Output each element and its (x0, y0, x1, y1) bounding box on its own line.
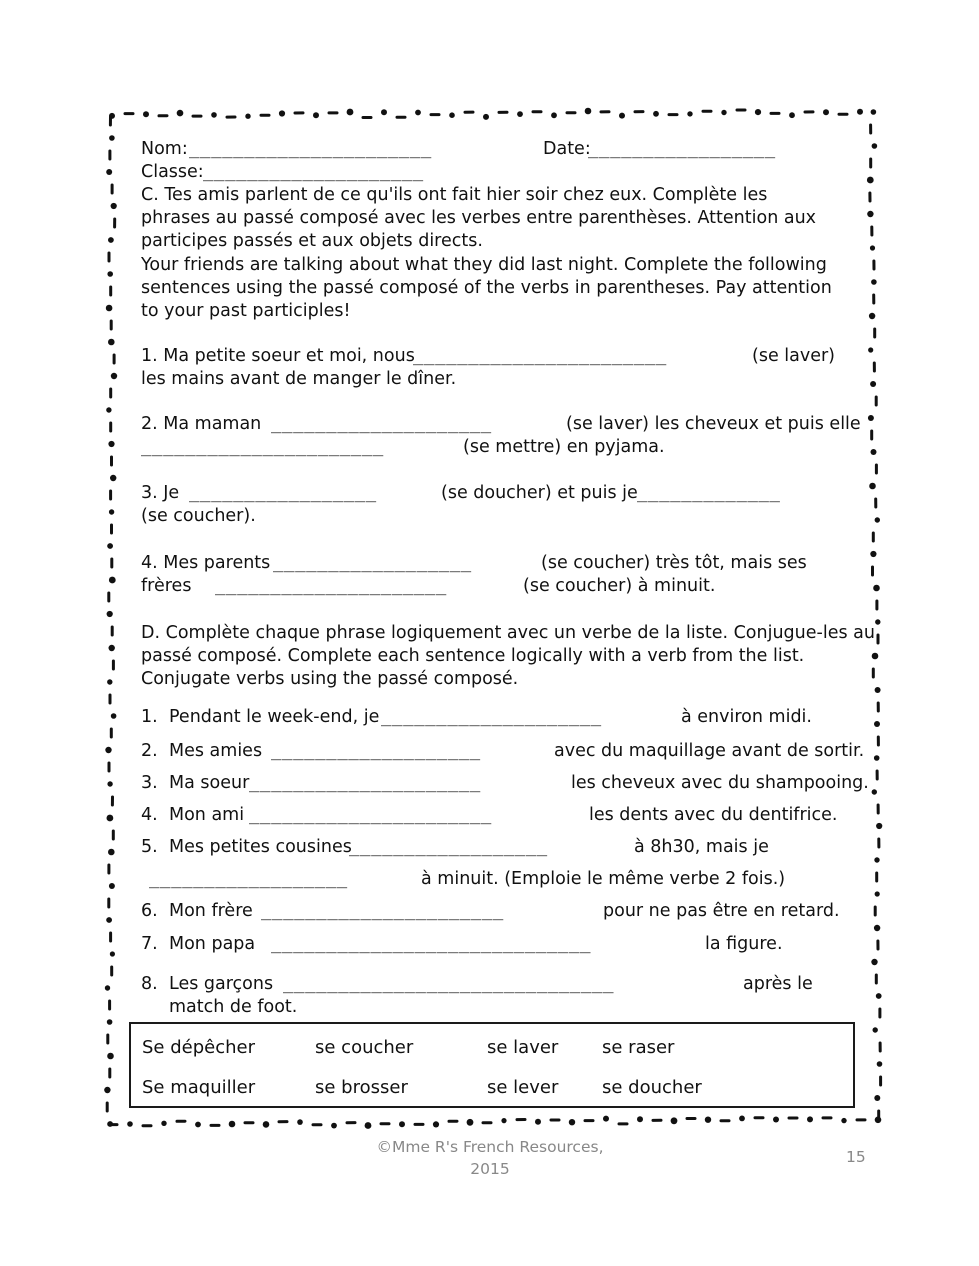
item-text: la figure. (705, 934, 783, 954)
item-blank[interactable]: ____________________ (381, 707, 602, 727)
item-number: 2. (141, 741, 158, 761)
border-dot (331, 1123, 337, 1129)
date-field[interactable]: _________________ (588, 139, 776, 159)
border-dot (161, 1121, 166, 1126)
border-dot (106, 169, 112, 175)
verb-option: se lever (487, 1077, 559, 1098)
date-label: Date: (543, 139, 591, 159)
border-dot (106, 407, 111, 412)
nom-field[interactable]: ______________________ (189, 139, 432, 159)
item-text: les cheveux avec du shampooing. (571, 773, 869, 793)
border-dot (874, 925, 880, 931)
item-blank[interactable]: ______________________________ (283, 974, 615, 994)
border-dot (245, 114, 250, 119)
question-4-verb: (se coucher) à minuit. (523, 576, 716, 596)
item-blank[interactable]: _____________________ (249, 773, 481, 793)
border-dot (279, 110, 285, 116)
item-number: 1. (141, 707, 158, 727)
border-dot (875, 891, 880, 896)
border-dot (110, 951, 115, 956)
section-c-instruction-en: to your past participles! (141, 301, 351, 321)
border-dot (721, 110, 726, 115)
border-dot (297, 1119, 303, 1125)
question-2-verb: (se mettre) en pyjama. (463, 437, 665, 457)
item-text: match de foot. (169, 997, 298, 1017)
border-dot (106, 305, 113, 312)
border-dot (569, 1119, 575, 1125)
border-dot (823, 109, 829, 115)
item-text: pour ne pas être en retard. (603, 901, 840, 921)
border-dot (107, 815, 114, 822)
border-dot (229, 1121, 236, 1128)
item-number: 7. (141, 934, 158, 954)
border-dot (365, 1122, 372, 1129)
border-dot (876, 993, 882, 999)
item-text: Mes petites cousines (169, 837, 352, 857)
border-dot (871, 449, 877, 455)
question-3-text: 3. Je (141, 483, 180, 503)
border-dot (177, 110, 184, 117)
border-dot (107, 781, 112, 786)
verb-option: se laver (487, 1037, 559, 1058)
border-dot (871, 959, 877, 965)
copyright-line: ©Mme R's French Resources, (376, 1138, 604, 1156)
item-number: 4. (141, 805, 158, 825)
border-dot (872, 143, 878, 149)
border-dot (263, 1121, 270, 1128)
border-dot (873, 1027, 878, 1032)
border-dot (874, 721, 880, 727)
item-blank[interactable]: _____________________________ (271, 934, 592, 954)
question-2-verb: (se laver) les cheveux et puis elle (566, 414, 861, 434)
border-dot (107, 1053, 114, 1060)
border-dot (143, 111, 149, 117)
border-dot (874, 1095, 880, 1101)
border-dot (867, 211, 873, 217)
border-dot (653, 111, 659, 117)
question-2-blank-2[interactable]: ______________________ (141, 437, 384, 457)
section-c-instruction-fr: phrases au passé composé avec les verbes entre parenthèses. Attention aux (141, 208, 817, 228)
border-dot (449, 112, 455, 118)
item-number: 5. (141, 837, 158, 857)
question-1-blank[interactable]: _______________________ (413, 346, 667, 366)
border-dot (433, 1121, 439, 1127)
border-dot (603, 1116, 609, 1122)
section-d-instruction: Conjugate verbs using the passé composé. (141, 669, 519, 689)
border-dot (107, 543, 113, 549)
border-dot (867, 177, 874, 184)
border-dot (111, 373, 117, 379)
border-dot (876, 823, 882, 829)
border-dot (108, 441, 114, 447)
question-2-text: 2. Ma maman (141, 414, 262, 434)
question-4-text: frères (141, 576, 192, 596)
item-text: les dents avec du dentifrice. (589, 805, 838, 825)
item-blank[interactable]: __________________ (349, 837, 548, 857)
copyright-year: 2015 (470, 1160, 510, 1178)
question-3-verb: (se doucher) et puis je (441, 483, 638, 503)
border-dot (739, 1116, 745, 1122)
border-dot (868, 347, 873, 352)
border-dot (105, 985, 110, 990)
border-dot (877, 1061, 883, 1067)
border-dot (107, 679, 112, 684)
border-dot (106, 917, 112, 923)
border-dot (111, 713, 117, 719)
border-dot (705, 1117, 711, 1123)
verb-option: Se maquiller (142, 1077, 256, 1098)
border-dot (875, 619, 880, 624)
border-dot (875, 1117, 882, 1124)
border-dot (127, 1121, 133, 1127)
border-dot (755, 109, 761, 115)
item-number: 3. (141, 773, 158, 793)
item-text: à minuit. (Emploie le même verbe 2 fois.) (421, 869, 786, 889)
question-1-text: les mains avant de manger le dîner. (141, 369, 457, 389)
border-dot (501, 1118, 506, 1123)
border-dot (874, 755, 880, 761)
border-dot (875, 687, 881, 693)
nom-label: Nom: (141, 139, 188, 159)
border-dot (109, 509, 114, 514)
border-dot (415, 110, 421, 116)
item-text: après le (743, 974, 813, 994)
question-3-verb: (se coucher). (141, 506, 256, 526)
question-4-verb: (se coucher) très tôt, mais ses (541, 553, 807, 573)
border-dot (585, 108, 592, 115)
border-dot (195, 1122, 201, 1128)
question-2-blank-1[interactable]: ____________________ (271, 414, 492, 434)
border-dot (517, 111, 523, 117)
border-dot (789, 112, 795, 118)
border-dot (483, 114, 489, 120)
border-dot (111, 203, 117, 209)
border-dot (104, 1087, 110, 1093)
verb-option: se brosser (315, 1077, 408, 1098)
item-text: Pendant le week-end, je (169, 707, 380, 727)
border-dot (108, 237, 114, 243)
section-d-instruction: passé composé. Complete each sentence logically with a verb from the list. (141, 646, 805, 666)
question-1-verb: (se laver) (752, 346, 836, 366)
border-dot (637, 1116, 643, 1122)
border-dot (109, 577, 116, 584)
border-dot (671, 1117, 678, 1124)
border-dot (870, 551, 876, 557)
border-dot (381, 109, 387, 115)
border-dot (870, 245, 875, 250)
item-text: Mon frère (169, 901, 253, 921)
border-dot (108, 339, 115, 346)
border-dot (619, 113, 625, 119)
item-number: 6. (141, 901, 158, 921)
item-text: à 8h30, mais je (634, 837, 769, 857)
border-dot (868, 415, 874, 421)
border-dot (211, 112, 217, 118)
border-dot (467, 1119, 474, 1126)
item-blank[interactable]: ___________________ (271, 741, 481, 761)
border-dot (870, 381, 876, 387)
border-dot (109, 135, 115, 141)
border-dot (535, 1119, 541, 1125)
border-dot (874, 857, 879, 862)
section-d-instruction: D. Complète chaque phrase logiquement avec un verbe de la liste. Conjugue-les au (141, 623, 875, 643)
verb-option: se raser (602, 1037, 675, 1058)
item-text: Ma soeur (169, 773, 250, 793)
item-blank[interactable]: ______________________ (249, 805, 492, 825)
border-dot (105, 747, 111, 753)
border-dot (109, 883, 115, 889)
border-dot (109, 645, 115, 651)
border-dot (107, 1019, 113, 1025)
border-dot (107, 1121, 113, 1127)
border-dot (871, 109, 877, 115)
question-4-blank-1[interactable]: __________________ (273, 553, 472, 573)
item-number: 8. (141, 974, 158, 994)
border-dot (110, 475, 116, 481)
verb-list-box (129, 1022, 855, 1108)
border-dot (807, 1116, 813, 1122)
border-dot (872, 789, 877, 794)
item-text: avec du maquillage avant de sortir. (554, 741, 865, 761)
border-dot (871, 279, 877, 285)
border-dot (347, 109, 354, 116)
item-text: Mes amies (169, 741, 263, 761)
border-dot (107, 271, 113, 277)
question-3-blank-1[interactable]: _________________ (189, 483, 377, 503)
section-c-instruction-fr: C. Tes amis parlent de ce qu'ils ont fait hier soir chez eux. Complète les (141, 185, 768, 205)
border-dot (875, 517, 880, 522)
item-text: à environ midi. (681, 707, 812, 727)
item-text: Mon papa (169, 934, 256, 954)
verb-option: Se dépêcher (142, 1037, 256, 1058)
section-c-instruction-fr: participes passés et aux objets directs. (141, 231, 483, 251)
section-c-instruction-en: Your friends are talking about what they did last night. Complete the following (141, 255, 827, 275)
border-dot (107, 611, 113, 617)
item-text: Les garçons (169, 974, 274, 994)
question-1-text: 1. Ma petite soeur et moi, nous (141, 346, 415, 366)
border-dot (841, 1118, 846, 1123)
question-3-blank-2[interactable]: _____________ (637, 483, 781, 503)
border-dot (687, 111, 692, 116)
border-dot (313, 112, 319, 118)
border-dot (872, 653, 879, 660)
border-dot (108, 849, 115, 856)
verb-option: se doucher (602, 1077, 702, 1098)
verb-option: se coucher (315, 1037, 414, 1058)
border-dot (869, 313, 875, 319)
section-c-instruction-en: sentences using the passé composé of the verbs in parentheses. Pay attention (141, 278, 832, 298)
page-number: 15 (846, 1148, 866, 1166)
border-dot (869, 483, 876, 490)
item-blank[interactable]: __________________ (149, 869, 348, 889)
border-dot (399, 1121, 405, 1127)
classe-label: Classe: (141, 162, 204, 182)
border-dot (551, 112, 557, 118)
copyright-footer (340, 1136, 640, 1180)
border-dot (873, 585, 880, 592)
border-dot (857, 109, 863, 115)
item-blank[interactable]: ______________________ (261, 901, 504, 921)
classe-field[interactable]: ____________________ (203, 162, 424, 182)
border-dot (773, 1117, 779, 1123)
item-text: Mon ami (169, 805, 245, 825)
question-4-blank-2[interactable]: _____________________ (215, 576, 447, 596)
question-4-text: 4. Mes parents (141, 553, 271, 573)
